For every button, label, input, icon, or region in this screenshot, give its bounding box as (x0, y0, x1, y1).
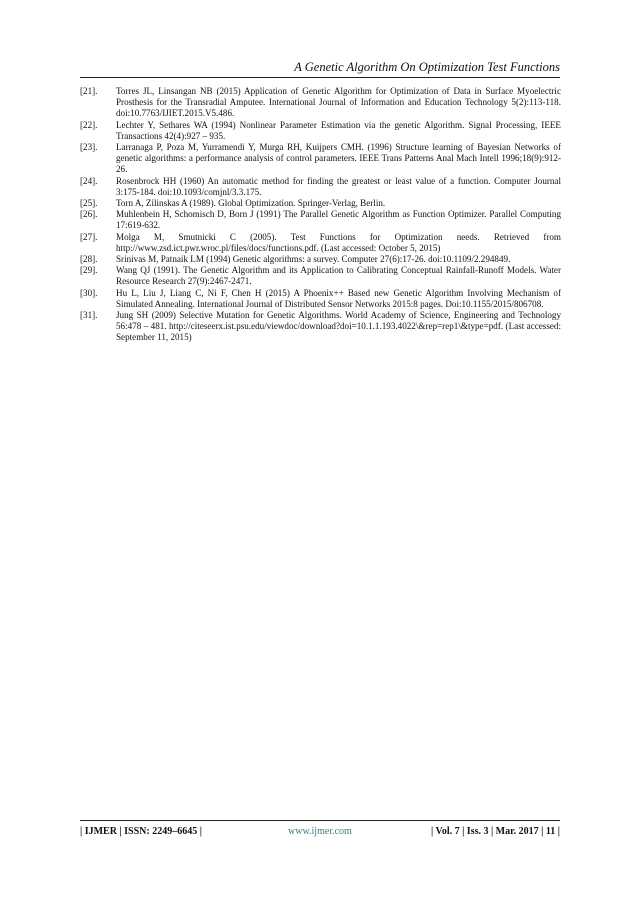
reference-text: Hu L, Liu J, Liang C, Ni F, Chen H (2015) A Phoenix++ Based new Genetic Algorithm Involving Mechanism of Simulated Annealing. International Journal of Distributed Sensor Networks 2015:8 pages. Doi:10.1155/2015/806708. (116, 287, 561, 309)
reference-item (80, 265, 561, 287)
reference-text: Torn A, Zilinskas A (1989). Global Optimization. Springer-Verlag, Berlin. (116, 198, 386, 209)
reference-number: [26]. (80, 209, 98, 220)
reference-item (80, 232, 561, 254)
reference-item (80, 288, 561, 310)
reference-item (80, 86, 561, 120)
reference-item (80, 310, 561, 344)
reference-number: [21]. (80, 86, 98, 96)
reference-text: Torres JL, Linsangan NB (2015) Application of Genetic Algorithm for Optimization of Data in Surface Myoelectric Prosthesis for the Transradial Amputee. International Journal of Information and Education Technology 5(2):113-118. doi:10.7763/IJIET.2015.V5.486. (116, 86, 561, 119)
reference-number: [24]. (80, 175, 98, 186)
reference-number: [31]. (80, 310, 98, 321)
footer-issue-info: | Vol. 7 | Iss. 3 | Mar. 2017 | 11 | (431, 826, 560, 837)
reference-item (80, 176, 561, 198)
reference-text: Rosenbrock HH (1960) An automatic method for finding the greatest or least value of a function. Computer Journal 3:175-184. doi:10.1093/comjnl/3.3.175. (116, 175, 561, 197)
reference-item (80, 198, 561, 209)
reference-text: Wang QJ (1991). The Genetic Algorithm and its Application to Calibrating Conceptual Rainfall-Runoff Models. Water Resource Research 27(9):2467-2471. (116, 265, 561, 287)
reference-text: Molga M, Smutnicki C (2005). Test Functions for Optimization needs. Retrieved from http://www.zsd.ict.pwr.wroc.pl/files/docs/functions.pdf. (Last accessed: October 5, 2015) (116, 231, 561, 253)
reference-text: Larranaga P, Poza M, Yurramendi Y, Murga RH, Kuijpers CMH. (1996) Structure learning of Bayesian Networks of genetic algorithms: a performance analysis of control parameters. IEEE Trans Patterns Anal Mach Intell 1996;18(9):912-26. (116, 142, 561, 175)
reference-list (80, 86, 561, 344)
reference-number: [28]. (80, 254, 98, 265)
reference-item (80, 254, 561, 265)
reference-text: Srinivas M, Patnaik LM (1994) Genetic algorithms: a survey. Computer 27(6):17-26. doi:10.1109/2.294849. (116, 254, 511, 265)
reference-number: [23]. (80, 142, 98, 153)
reference-item (80, 142, 561, 176)
reference-item (80, 209, 561, 231)
header-divider (80, 77, 560, 78)
footer-divider (80, 820, 560, 821)
reference-number: [25]. (80, 198, 98, 209)
reference-number: [29]. (80, 265, 98, 276)
reference-number: [27]. (80, 231, 98, 242)
page-footer (80, 826, 560, 840)
footer-journal-info: | IJMER | ISSN: 2249–6645 | (80, 826, 202, 837)
reference-text: Jung SH (2009) Selective Mutation for Genetic Algorithms. World Academy of Science, Engineering and Technology 56:478 – 481. http://citeseerx.ist.psu.edu/viewdoc/download?doi=10.1.1.193.4022\&rep=rep1\&type=pdf. (Last accessed: September 11, 2015) (116, 310, 561, 343)
reference-number: [22]. (80, 119, 98, 130)
reference-text: Lechter Y, Sethares WA (1994) Nonlinear Parameter Estimation via the genetic Algorithm. Signal Processing, IEEE Transactions 42(4):927 – 935. (116, 119, 561, 141)
footer-website-link[interactable]: www.ijmer.com (288, 826, 352, 837)
running-header-title: A Genetic Algorithm On Optimization Test Functions (294, 60, 560, 74)
reference-item (80, 120, 561, 142)
reference-text: Muhlenbein H, Schomisch D, Born J (1991) The Parallel Genetic Algorithm as Function Optimizer. Parallel Computing 17:619-632. (116, 209, 561, 231)
reference-number: [30]. (80, 287, 98, 298)
